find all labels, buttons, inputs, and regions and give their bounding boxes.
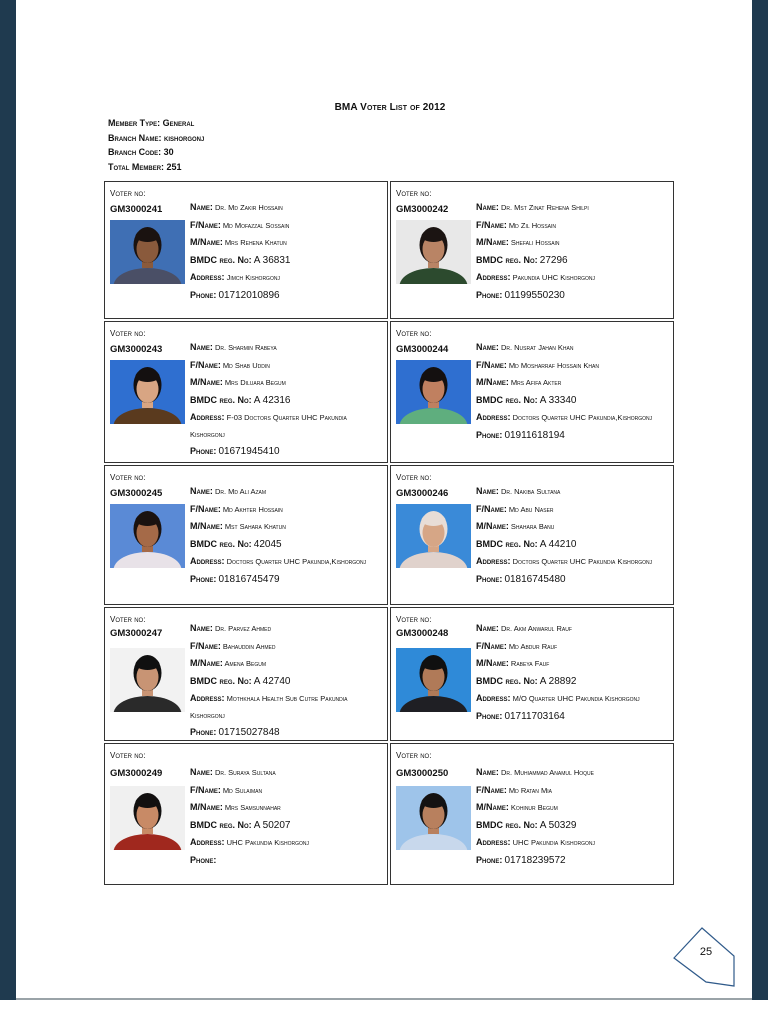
phone-label: Phone: (190, 854, 217, 865)
father-name-label: F/Name: (476, 784, 507, 795)
mother-name-row (476, 799, 669, 817)
address-value: UHC Pakundia Kishorgonj (512, 838, 595, 847)
address-value: M/O Quarter UHC Pakundia Kishorgonj (512, 694, 640, 703)
member-details (476, 483, 669, 588)
member-details (476, 199, 669, 304)
branch-code: Branch Code: 30 (108, 147, 174, 157)
voter-number: GM3000243 (110, 344, 163, 355)
member-name-row (190, 764, 383, 782)
voter-number: GM3000242 (396, 204, 449, 215)
voter-card (104, 321, 388, 463)
address-row (476, 834, 669, 852)
father-name-label: F/Name: (190, 640, 221, 651)
mother-name-row (190, 234, 383, 252)
mother-name-label: M/Name: (190, 802, 223, 812)
portrait-photo (110, 360, 185, 424)
father-name-label: F/Name: (476, 219, 507, 230)
member-name-value: Dr. Md Zakir Hossain (214, 203, 283, 212)
phone-label: Phone: (476, 710, 503, 721)
member-photo (110, 786, 185, 850)
voter-card (104, 465, 388, 605)
member-name-label: Name: (476, 767, 499, 777)
mother-name-value: Kohinur Begum (510, 803, 558, 812)
address-label: Address: (190, 272, 225, 282)
father-name-value: Md Akhter Hossain (222, 504, 283, 514)
address-row (190, 269, 383, 287)
mother-name-row (476, 374, 669, 392)
bmdc-reg-no-value: A 33340 (539, 394, 577, 406)
member-details (190, 483, 383, 588)
portrait-photo (396, 360, 471, 424)
voter-card (390, 181, 674, 319)
document-title: BMA Voter List of 2012 (334, 102, 446, 113)
address-label: Address: (476, 556, 511, 566)
mother-name-value: Mrs Diluara Begum (224, 378, 286, 387)
phone-row (190, 724, 383, 742)
father-name-row (476, 357, 669, 375)
portrait-photo (396, 648, 471, 712)
phone-value: 01911618194 (504, 429, 565, 441)
address-label: Address: (190, 837, 225, 847)
member-name-value: Dr. Parvez Ahmed (214, 624, 272, 633)
phone-label: Phone: (190, 289, 217, 300)
mother-name-row (476, 234, 669, 252)
voter-card (390, 321, 674, 463)
father-name-row (476, 782, 669, 800)
portrait-photo (110, 786, 185, 850)
mother-name-label: M/Name: (476, 237, 509, 247)
father-name-label: F/Name: (190, 503, 221, 514)
member-name-value: Dr. Mst Zinat Rehena Shilpi (500, 203, 589, 212)
bmdc-reg-no-label: BMDC reg. No: (190, 819, 252, 830)
member-photo (396, 648, 471, 712)
bmdc-reg-no-label: BMDC reg. No: (190, 394, 252, 405)
mother-name-value: Mst Sahara Khatun (224, 522, 286, 531)
bmdc-reg-no-value: A 28892 (539, 675, 577, 687)
mother-name-row (190, 655, 383, 673)
bmdc-reg-no-value: A 36831 (253, 254, 291, 266)
voter-number: GM3000241 (110, 204, 163, 215)
member-photo (396, 786, 471, 850)
voter-no-label: Voter no: (110, 751, 146, 760)
portrait-photo (110, 648, 185, 712)
member-name-row (190, 339, 383, 357)
phone-label: Phone: (476, 573, 503, 584)
bottom-margin (0, 1000, 768, 1024)
bmdc-reg-no-label: BMDC reg. No: (476, 538, 538, 549)
branch-name: Branch Name: kishorgonj (108, 132, 205, 143)
member-name-row (190, 199, 383, 217)
mother-name-label: M/Name: (190, 237, 223, 247)
father-name-row (190, 782, 383, 800)
member-details (190, 764, 383, 869)
phone-value: 01711703164 (504, 710, 565, 722)
right-page-border (752, 0, 768, 1000)
bmdc-reg-no-value: A 50329 (539, 819, 577, 831)
voter-no-label: Voter no: (110, 329, 146, 338)
phone-value: 01715027848 (218, 727, 280, 738)
member-name-value: Dr. Nusrat Jahan Khan (500, 343, 574, 352)
bmdc-reg-no-row (190, 817, 383, 835)
address-row (476, 553, 669, 571)
bmdc-reg-no-value: 42045 (253, 538, 282, 550)
father-name-value: Md Sulaiman (222, 785, 263, 795)
address-label: Address: (190, 412, 225, 422)
father-name-label: F/Name: (476, 640, 507, 651)
voter-card (390, 607, 674, 741)
phone-row (476, 571, 669, 589)
bmdc-reg-no-row (190, 673, 383, 691)
father-name-value: Md Mofazzal Sossain (222, 220, 290, 230)
mother-name-value: Amena Begum (224, 659, 267, 668)
bmdc-reg-no-value: A 50207 (253, 819, 291, 831)
voter-number: GM3000247 (110, 628, 163, 639)
address-row (476, 690, 669, 708)
address-row (190, 553, 383, 571)
mother-name-row (190, 374, 383, 392)
mother-name-row (190, 518, 383, 536)
page-number: 25 (699, 946, 713, 958)
phone-label: Phone: (476, 854, 503, 865)
voter-number: GM3000249 (110, 768, 163, 779)
phone-label: Phone: (190, 573, 217, 584)
address-row (476, 409, 669, 427)
bmdc-reg-no-value: A 44210 (539, 538, 577, 550)
bmdc-reg-no-label: BMDC reg. No: (476, 394, 538, 405)
member-photo (110, 504, 185, 568)
bmdc-reg-no-row (190, 252, 383, 270)
father-name-row (476, 217, 669, 235)
voter-no-label: Voter no: (396, 751, 432, 760)
member-name-label: Name: (190, 202, 213, 212)
phone-row (476, 427, 669, 445)
member-name-value: Dr. Suraya Sultana (214, 768, 276, 777)
father-name-label: F/Name: (476, 359, 507, 370)
bmdc-reg-no-value: 27296 (539, 254, 568, 266)
voter-no-label: Voter no: (396, 473, 432, 482)
portrait-photo (396, 786, 471, 850)
phone-label: Phone: (476, 429, 503, 440)
address-value: Jimch Kishorgonj (226, 273, 280, 282)
father-name-value: Md Ratan Mia (508, 785, 552, 795)
voter-no-label: Voter no: (396, 329, 432, 338)
phone-label: Phone: (190, 727, 217, 737)
mother-name-value: Rabeya Fauf (510, 659, 550, 668)
voter-number: GM3000244 (396, 344, 449, 355)
father-name-row (190, 638, 383, 656)
address-value: Pakundia UHC Kishorgonj (512, 273, 595, 282)
member-name-value: Dr. Muhiammad Anamul Hoque (500, 768, 595, 777)
bmdc-reg-no-row (476, 392, 669, 410)
member-details (190, 199, 383, 304)
total-member: Total Member: 251 (108, 161, 182, 172)
portrait-photo (396, 504, 471, 568)
bmdc-reg-no-row (190, 536, 383, 554)
member-name-row (190, 620, 383, 638)
phone-row (190, 852, 383, 870)
father-name-value: Md Zil Hossain (508, 220, 557, 230)
phone-value: 01671945410 (218, 446, 280, 457)
bmdc-reg-no-row (476, 536, 669, 554)
father-name-row (190, 501, 383, 519)
member-details (476, 764, 669, 869)
member-details (476, 339, 669, 444)
phone-value: 01816745480 (504, 573, 566, 585)
phone-row (476, 708, 669, 726)
phone-row (190, 287, 383, 305)
address-row (476, 269, 669, 287)
member-photo (110, 220, 185, 284)
mother-name-row (190, 799, 383, 817)
father-name-row (190, 357, 383, 375)
portrait-photo (396, 220, 471, 284)
phone-row (190, 571, 383, 589)
address-row (190, 409, 383, 443)
phone-row (476, 852, 669, 870)
bmdc-reg-no-label: BMDC reg. No: (476, 819, 538, 830)
address-label: Address: (476, 693, 511, 703)
father-name-value: Md Abdur Rauf (508, 641, 558, 651)
mother-name-value: Shefali Hossain (510, 238, 560, 247)
mother-name-label: M/Name: (476, 521, 509, 531)
member-name-label: Name: (476, 623, 499, 633)
member-photo (396, 504, 471, 568)
voter-no-label: Voter no: (110, 189, 146, 198)
voter-number: GM3000245 (110, 488, 163, 499)
father-name-row (476, 501, 669, 519)
voter-number: GM3000248 (396, 628, 449, 639)
member-name-value: Dr. Nakiba Sultana (500, 487, 561, 496)
address-row (190, 834, 383, 852)
bmdc-reg-no-label: BMDC reg. No: (476, 675, 538, 686)
bmdc-reg-no-value: A 42316 (253, 394, 291, 406)
phone-label: Phone: (190, 446, 217, 456)
voter-number: GM3000250 (396, 768, 449, 779)
member-photo (110, 360, 185, 424)
member-name-value: Dr. Sharmin Rabeya (214, 343, 277, 352)
address-value: UHC Pakundia Kishorgonj (226, 838, 309, 847)
voter-card (104, 181, 388, 319)
phone-label: Phone: (476, 289, 503, 300)
member-name-row (476, 483, 669, 501)
mother-name-label: M/Name: (476, 377, 509, 387)
mother-name-row (476, 518, 669, 536)
mother-name-value: Mrs Rehena Khatun (224, 238, 287, 247)
phone-row (476, 287, 669, 305)
mother-name-label: M/Name: (190, 521, 223, 531)
member-type: Member Type: General (108, 118, 195, 128)
address-label: Address: (476, 272, 511, 282)
voter-card (104, 743, 388, 885)
address-value: Doctors Quarter UHC Pakundia Kishorgonj (512, 557, 653, 566)
member-photo (396, 360, 471, 424)
bmdc-reg-no-label: BMDC reg. No: (190, 538, 252, 549)
member-name-label: Name: (476, 202, 499, 212)
address-value: F-03 Doctors Quarter UHC Pakundia Kishorgonj (190, 413, 347, 439)
member-name-label: Name: (190, 486, 213, 496)
address-row (190, 690, 383, 724)
voter-card (390, 465, 674, 605)
member-details (476, 620, 669, 725)
address-label: Address: (190, 693, 225, 703)
father-name-label: F/Name: (190, 219, 221, 230)
address-value: Mothkhala Health Sub Cutre Pakundia Kishorgonj (190, 694, 348, 720)
left-page-border (0, 0, 16, 1000)
voter-card (390, 743, 674, 885)
bmdc-reg-no-row (476, 252, 669, 270)
voter-no-label: Voter no: (396, 189, 432, 198)
member-name-label: Name: (190, 767, 213, 777)
member-name-row (476, 199, 669, 217)
voter-no-label: Voter no: (396, 615, 432, 624)
father-name-value: Md Mosharraf Hossain Khan (508, 360, 599, 370)
bmdc-reg-no-row (476, 673, 669, 691)
member-details (190, 339, 383, 461)
member-name-label: Name: (190, 623, 213, 633)
member-name-value: Dr. Akm Anwarul Rauf (500, 624, 572, 633)
phone-value: 01718239572 (504, 854, 566, 866)
father-name-row (476, 638, 669, 656)
address-label: Address: (190, 556, 225, 566)
member-photo (396, 220, 471, 284)
bmdc-reg-no-label: BMDC reg. No: (190, 254, 252, 265)
father-name-value: Md Shab Uddin (222, 360, 270, 370)
member-name-row (476, 764, 669, 782)
address-value: Doctors Quarter UHC Pakundia,Kishorgonj (226, 557, 367, 566)
portrait-photo (110, 504, 185, 568)
address-label: Address: (476, 412, 511, 422)
father-name-value: Bahauddin Ahmed (222, 641, 276, 651)
address-label: Address: (476, 837, 511, 847)
voter-number: GM3000246 (396, 488, 449, 499)
member-name-value: Dr. Md Ali Azam (214, 487, 267, 496)
mother-name-label: M/Name: (476, 658, 509, 668)
member-details (190, 620, 383, 742)
member-photo (110, 648, 185, 712)
mother-name-label: M/Name: (190, 658, 223, 668)
member-name-label: Name: (190, 342, 213, 352)
father-name-value: Md Abu Naser (508, 504, 554, 514)
member-name-label: Name: (476, 342, 499, 352)
mother-name-label: M/Name: (190, 377, 223, 387)
father-name-label: F/Name: (190, 784, 221, 795)
portrait-photo (110, 220, 185, 284)
phone-value: 01199550230 (504, 289, 565, 301)
phone-value: 01712010896 (218, 289, 280, 301)
voter-card (104, 607, 388, 741)
bmdc-reg-no-label: BMDC reg. No: (476, 254, 538, 265)
father-name-label: F/Name: (190, 359, 221, 370)
mother-name-value: Mrs Samsunnahar (224, 803, 281, 812)
bmdc-reg-no-row (476, 817, 669, 835)
mother-name-value: Mrs Afifa Akter (510, 378, 562, 387)
father-name-row (190, 217, 383, 235)
bmdc-reg-no-value: A 42740 (253, 675, 291, 687)
list-metadata (108, 116, 204, 174)
bmdc-reg-no-row (190, 392, 383, 410)
address-value: Doctors Quarter UHC Pakundia,Kishorgonj (512, 413, 653, 422)
mother-name-value: Shahara Banu (510, 522, 555, 531)
mother-name-row (476, 655, 669, 673)
mother-name-label: M/Name: (476, 802, 509, 812)
member-name-row (476, 620, 669, 638)
phone-row (190, 443, 383, 461)
voter-no-label: Voter no: (110, 615, 146, 624)
member-name-row (190, 483, 383, 501)
voter-no-label: Voter no: (110, 473, 146, 482)
bmdc-reg-no-label: BMDC reg. No: (190, 675, 252, 686)
member-name-row (476, 339, 669, 357)
father-name-label: F/Name: (476, 503, 507, 514)
phone-value: 01816745479 (218, 573, 280, 585)
member-name-label: Name: (476, 486, 499, 496)
